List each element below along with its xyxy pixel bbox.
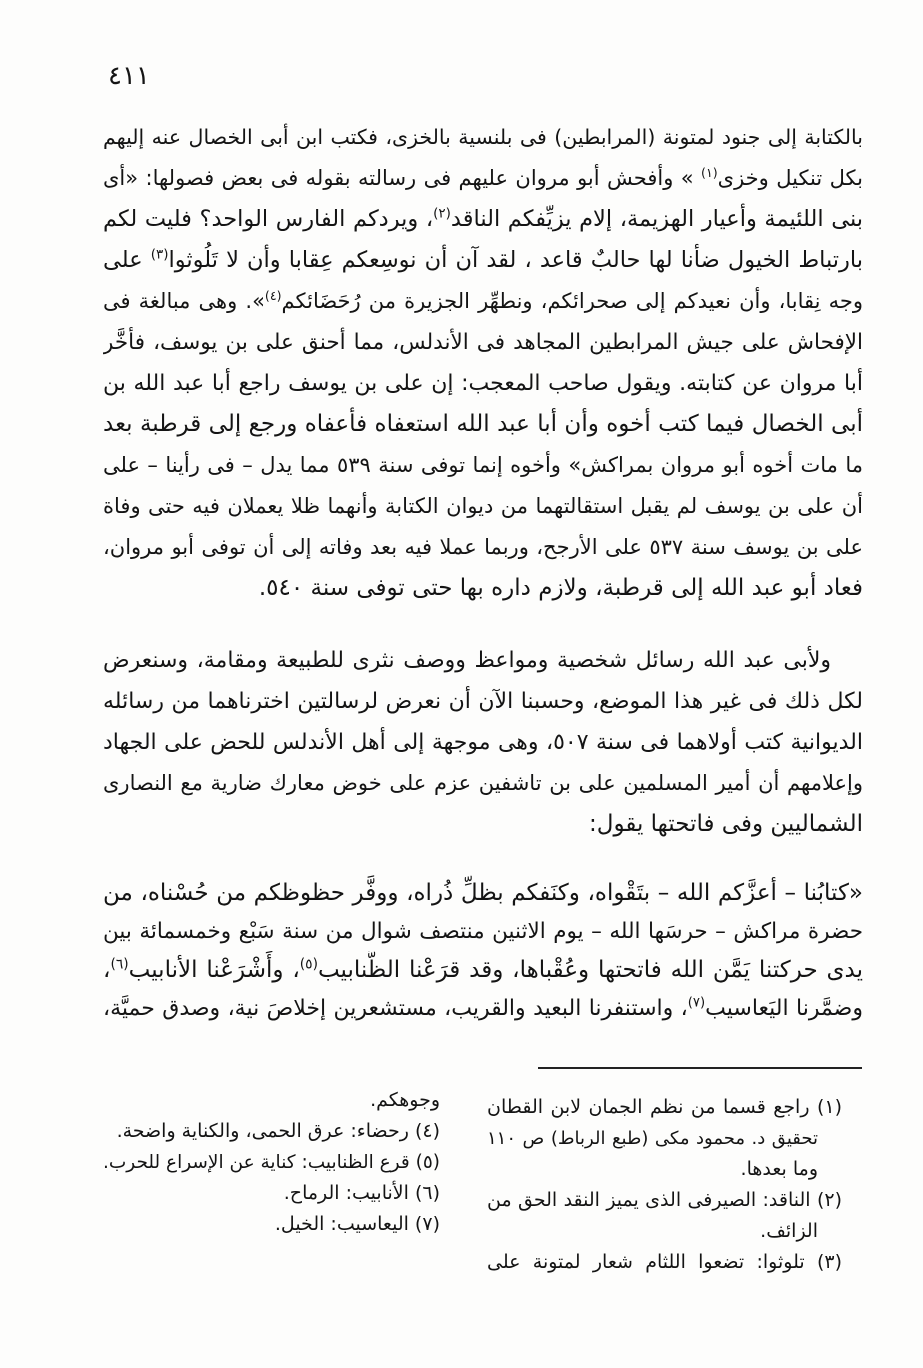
paragraph-2 [103, 640, 863, 845]
footnote-marker: (٤) [264, 288, 282, 303]
footnote-line: (٧) اليعاسيب: الخيل. [274, 1213, 440, 1235]
footnote-line: وجوهكم. [370, 1089, 440, 1111]
text-line: بالكتابة إلى جنود لمتونة (المرابطين) فى بلنسية بالخزى، فكتب ابن أبى الخصال عنه إليهم [103, 125, 863, 149]
text-line: لكل ذلك فى غير هذا الموضع، وحسبنا الآن أن نعرض لرسالتين اخترناهما من رسائله [103, 689, 863, 714]
footnote-marker: (١) [701, 165, 718, 180]
footnote-line: تحقيق د. محمود مكى (طبع الرباط) ص ١١٠ [487, 1128, 818, 1149]
text-line: «كتابُنا – أعزَّكم الله – بتَقْواه، وكنَفكم بظلِّ ذُراه، ووفَّر حظوظكم من حُسْناه، من [103, 880, 863, 906]
text-line: وإعلامهم أن أمير المسلمين على بن تاشفين عزم على خوض معارك ضارية مع النصارى [103, 771, 863, 795]
text-line: وضمَّرنا اليَعاسيب$^{(٧)}$، واستنفرنا البعيد والقريب، مستشعرين إخلاصَ نية، وصدق حميَّة، [103, 995, 863, 1021]
footnote-marker: (٣) [150, 246, 169, 263]
text-line: أبى الخصال فيما كتب أخوه وأن أبا عبد الله استعفاه فأعفاه ورجع إلى قرطبة بعد [103, 411, 863, 437]
text-line: بارتباط الخيول ضأنا لها حالبٌ قاعد ، لقد آن أن نوسِعكم عِقابا وأن لا تَلُوثوا$^{(٣)}$ على [103, 246, 863, 273]
text-line-last: الشماليين وفى فاتحتها يقول: [588, 811, 863, 837]
text-line: بكل تنكيل وخزى$^{(١)}$ » وأفحش أبو مروان عليهم فى رسالته بقوله فى بعض فصولها: «أى [103, 165, 863, 190]
footnote-line: (٤) رحضاء: عرق الحمى، والكناية واضحة. [116, 1120, 440, 1142]
text-line: ما مات أخوه أبو مروان بمراكش» وأخوه إنما توفى سنة ٥٣٩ مما يدل – فى رأينا – على [103, 453, 863, 477]
footnote-line: وما بعدها. [740, 1158, 818, 1180]
text-line: بنى اللئيمة وأعيار الهزيمة، إلام يزيِّفكم الناقد$^{(٢)}$، ويردكم الفارس الواحد؟ فليت لكم [103, 205, 863, 232]
footnote-line: (٢) الناقد: الصيرفى الذى يميز النقد الحق من [487, 1189, 842, 1211]
footnote-marker: (٥) [299, 956, 318, 973]
text-line: على بن يوسف سنة ٥٣٧ على الأرجح، وربما عملا فيه بعد وفاته إلى أن توفى أبو مروان، [103, 535, 863, 559]
page-number: ٤١١ [108, 61, 150, 91]
footnote-marker: (٢) [433, 205, 451, 222]
footnotes-right-column [487, 1092, 842, 1278]
text-line: الديوانية كتب أولاهما فى سنة ٥٠٧، وهى موجهة إلى أهل الأندلس للحض على الجهاد [103, 730, 863, 755]
footnote-line: (٦) الأنابيب: الرماح. [283, 1182, 440, 1204]
footnote-marker: (٧) [687, 995, 706, 1011]
footnotes-left-column [100, 1085, 440, 1240]
paragraph-3-quotation [103, 874, 863, 1028]
text-line: أبا مروان عن كتابته. ويقول صاحب المعجب: إن على بن يوسف راجع أبا عبد الله بن [103, 371, 863, 396]
text-line: حضرة مراكش – حرسَها الله – يوم الاثنين منتصف شوال من سنة سَبْع وخمسمائة بين [103, 918, 863, 944]
footnote-line: (٣) تلوثوا: تضعوا اللثام شعار لمتونة على [487, 1251, 842, 1273]
paragraph-1 [103, 117, 863, 609]
text-line: الإفحاش على جيش المرابطين المجاهد فى الأندلس، مما أحنق على بن يوسف، فأخَّر [103, 330, 863, 355]
footnote-line: الزائف. [760, 1220, 818, 1242]
text-line-first: ولأبى عبد الله رسائل شخصية ومواعظ ووصف نثرى للطبيعة ومقامة، وسنعرض [103, 648, 831, 673]
text-line: وجه نِقابا، وأن نعيدكم إلى صحرائكم، ونطهِّر الجزيرة من رُحَضَائكم$^{(٤)}$». وهى مبالغة فى [103, 288, 863, 313]
footnote-marker: (٦) [110, 956, 129, 973]
text-line-last: فعاد أبو عبد الله إلى قرطبة، ولازم داره بها حتى توفى سنة ٥٤٠. [258, 575, 863, 601]
footnote-separator [538, 1067, 862, 1069]
footnote-line: (١) راجع قسما من نظم الجمان لابن القطان [487, 1096, 842, 1118]
text-line: يدى حركتنا يَمَّن الله فاتحتها وعُقْباها، وقد قرَعْنا الظَّنابيب$^{(٥)}$، وأَشْرَعْنا الأنابيب$^{(٦)}$، [103, 956, 863, 983]
text-line: أن على بن يوسف لم يقبل استقالتهما من ديوان الكتابة وأنهما ظلا يعملان فيه حتى وفاة [103, 494, 863, 518]
footnote-line: (٥) قرع الظنابيب: كناية عن الإسراع للحرب. [102, 1152, 440, 1173]
